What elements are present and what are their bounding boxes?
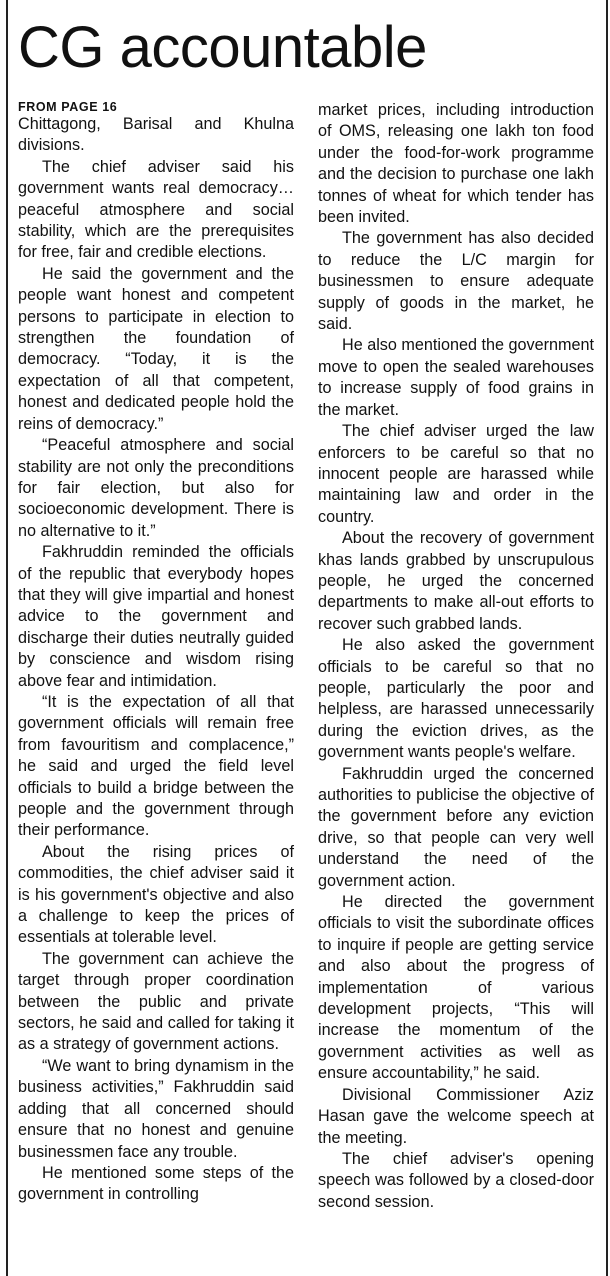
paragraph: market prices, including introduction of OMS, releasing one lakh ton food under the food-for-work programme and the decision to purchase one lakh tonnes of wheat for which tender has been invited.	[318, 101, 594, 227]
column-rule-right	[606, 0, 608, 1276]
paragraph: Fakhruddin reminded the officials of the republic that everybody hopes that they will give impartial and honest advice to the government and discharge their duties neutrally guided by conscience and wisdom rising above fear and intimidation.	[18, 543, 294, 690]
paragraph: He directed the government officials to visit the subordinate offices to inquire if people are getting service and also about the progress of implementation of various development projects, “This will increase the momentum of the government activities as well as ensure accountability,” he said.	[318, 893, 594, 1083]
continuation-label: FROM PAGE 16	[18, 100, 118, 114]
paragraph: About the recovery of government khas lands grabbed by unscrupulous people, he urged the concerned departments to make all-out efforts to recover such grabbed lands.	[318, 529, 594, 633]
paragraph: The chief adviser said his government wants real democracy… peaceful atmosphere and social stability, which are the prerequisites for free, fair and credible elections.	[18, 157, 294, 262]
paragraph: The government can achieve the target through proper coordination between the public and private sectors, he said and called for taking it as a strategy of government actions.	[18, 949, 294, 1054]
paragraph: “We want to bring dynamism in the business activities,” Fakhruddin said adding that all concerned should ensure that no honest and genuine businessmen face any trouble.	[18, 1056, 294, 1161]
paragraph: “Peaceful atmosphere and social stability are not only the preconditions for fair election, but also for socioeconomic development. There is no alternative to it.”	[18, 436, 294, 540]
column-rule-left	[6, 0, 8, 1276]
paragraph: The chief adviser urged the law enforcers to be careful so that no innocent people are harassed while maintaining law and order in the country.	[318, 422, 594, 526]
headline: CG accountable	[18, 15, 427, 80]
paragraph: The chief adviser's opening speech was followed by a closed-door second session.	[318, 1149, 594, 1211]
paragraph: About the rising prices of commodities, the chief adviser said it is his government's objective and also a challenge to keep the prices of essentials at tolerable level.	[18, 842, 294, 947]
paragraph: He said the government and the people want honest and competent persons to participate in election to strengthen the foundation of democracy. “Today, it is the expectation of all that competent, honest and dedicated people hold the reins of democracy.”	[18, 264, 294, 433]
paragraph: “It is the expectation of all that government officials will remain free from favouritism and complacence,” he said and urged the field level officials to build a bridge between the people and the government through their performance.	[18, 692, 294, 840]
paragraph: The government has also decided to reduce the L/C margin for businessmen to ensure adequate supply of goods in the market, he said.	[318, 229, 594, 334]
article-column-right	[318, 100, 594, 1213]
paragraph: Fakhruddin urged the concerned authorities to publicise the objective of the government before any eviction drive, so that people can very well understand the need of the government action.	[318, 764, 594, 890]
paragraph: He mentioned some steps of the government in controlling	[18, 1163, 294, 1204]
paragraph: He also mentioned the government move to open the sealed warehouses to increase supply of food grains in the market.	[318, 336, 594, 419]
paragraph: Chittagong, Barisal and Khulna divisions.	[18, 115, 294, 155]
paragraph: Divisional Commissioner Aziz Hasan gave the welcome speech at the meeting.	[318, 1085, 594, 1147]
article-column-left	[18, 100, 294, 1206]
paragraph: He also asked the government officials to be careful so that no people, particularly the poor and helpless, are harassed unnecessarily during the eviction drives, as the government wants people's welfare.	[318, 636, 594, 762]
